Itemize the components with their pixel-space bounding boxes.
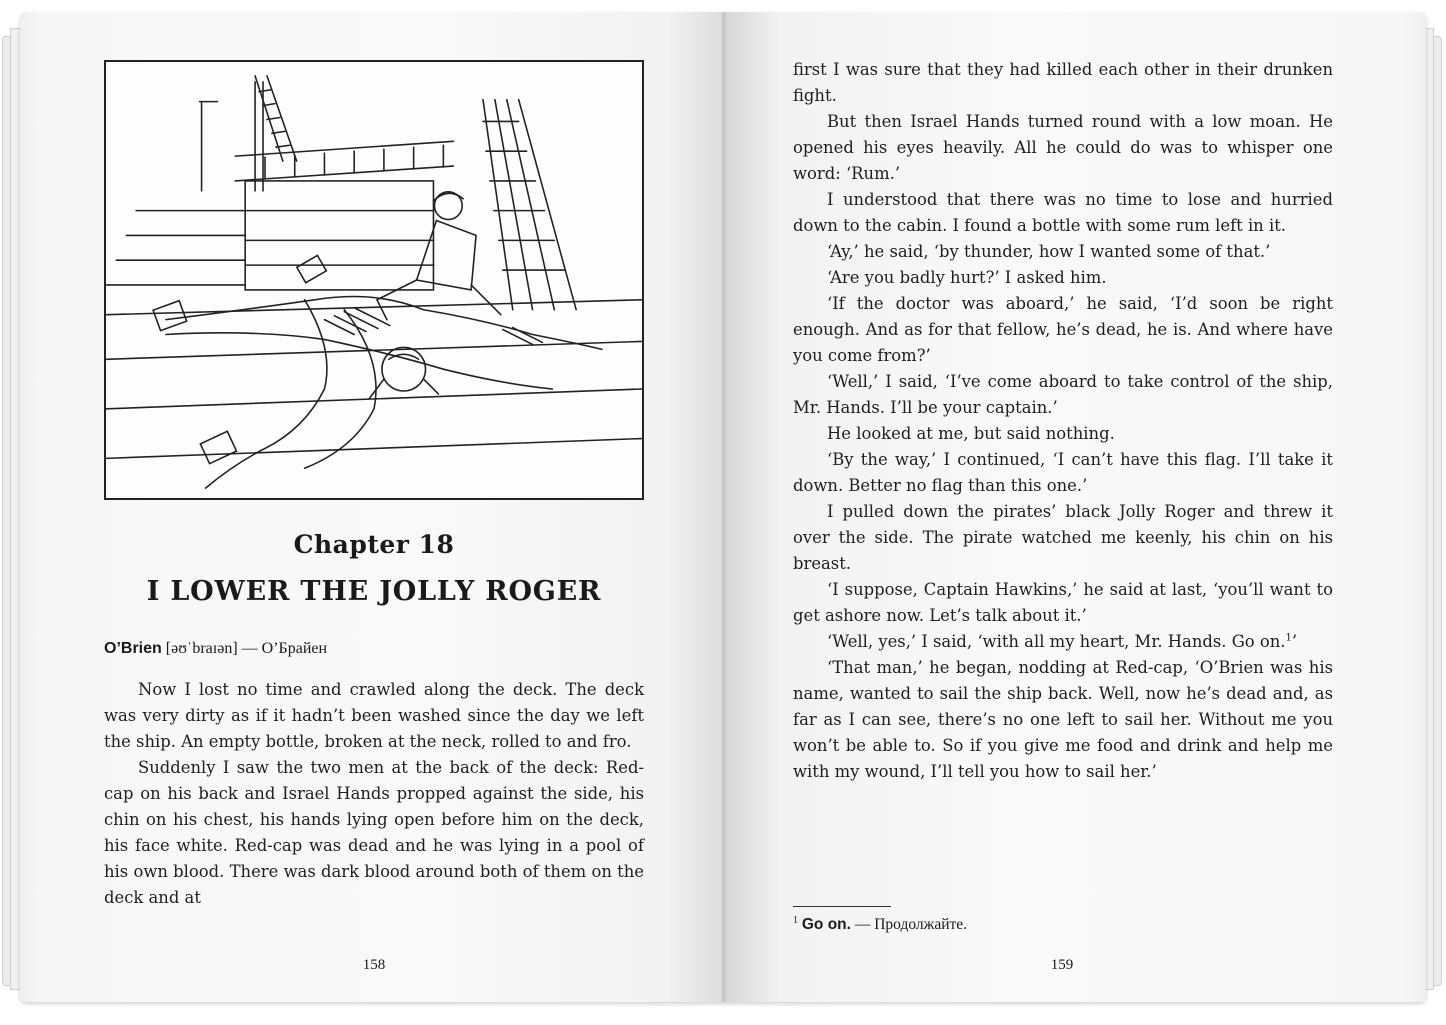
- closing-quote: ’: [1291, 632, 1298, 651]
- page-number-left: 158: [362, 957, 386, 973]
- footnote-word: Go on.: [801, 916, 851, 933]
- vocab-transcription: [əʊˈbraɪən]: [165, 640, 238, 657]
- paragraph: But then Israel Hands turned round with a low moan. He opened his eyes heavily. All he could do was to whisper one word: ‘Rum.’: [793, 112, 1333, 183]
- left-page-text: [104, 677, 644, 911]
- footnote-dash: —: [854, 916, 871, 933]
- paragraph: Suddenly I saw the two men at the back of the deck: Red-cap on his back and Israel Hands propped against the side, his chin on his chest, his hands lying open before him on the deck, his face white. Red-cap was dead and he was lying in a pool of his own blood. There was dark blood around both of them on the deck and at: [104, 758, 644, 907]
- paragraph: He looked at me, but said nothing.: [827, 424, 1115, 443]
- paragraph: Now I lost no time and crawled along the deck. The deck was very dirty as if it hadn’t been washed since the day we left the ship. An empty bottle, broken at the neck, rolled to and fro.: [104, 680, 644, 751]
- paragraph-text: ‘Well, yes,’ I said, ‘with all my heart, Mr. Hands. Go on.: [827, 632, 1286, 651]
- vocab-dash: —: [241, 640, 258, 657]
- chapter-illustration: [104, 60, 644, 500]
- right-page-text: [793, 57, 1333, 785]
- paragraph: ‘I suppose, Captain Hawkins,’ he said at last, ‘you’ll want to get ashore now. Let’s talk about it.’: [793, 580, 1333, 625]
- paragraph: ‘By the way,’ I continued, ‘I can’t have this flag. I’ll take it down. Better no flag than this one.’: [793, 450, 1333, 495]
- paragraph: I understood that there was no time to lose and hurried down to the cabin. I found a bottle with some rum left in it.: [793, 190, 1333, 235]
- book-spine: [722, 12, 726, 1002]
- paragraph: ‘Well,’ I said, ‘I’ve come aboard to take control of the ship, Mr. Hands. I’ll be your captain.’: [793, 372, 1333, 417]
- vocabulary-note: [104, 640, 644, 658]
- footnote-translation: Продолжайте.: [874, 916, 968, 933]
- footnote-rule: [793, 906, 891, 907]
- sailor-on-deck-illustration: [106, 62, 642, 498]
- paragraph-continued: first I was sure that they had killed each other in their drunken fight.: [793, 60, 1333, 105]
- paragraph: I pulled down the pirates’ black Jolly Roger and threw it over the side. The pirate watched me keenly, his chin on his breast.: [793, 502, 1333, 573]
- chapter-number: Chapter 18: [293, 530, 455, 559]
- vocab-word: O’Brien: [104, 640, 162, 657]
- footnote-number: 1: [793, 914, 798, 926]
- vocab-translation: О’Брайен: [261, 640, 328, 657]
- footnote-mark: 1: [1285, 632, 1292, 644]
- footnote: [793, 916, 1333, 934]
- paragraph-with-footnote: [793, 629, 1333, 655]
- paragraph: ‘Ay,’ he said, ‘by thunder, how I wanted some of that.’: [827, 242, 1271, 261]
- paragraph: ‘Are you badly hurt?’ I asked him.: [827, 268, 1107, 287]
- page-number-right: 159: [1050, 957, 1074, 973]
- chapter-title: I LOWER THE JOLLY ROGER: [146, 576, 602, 607]
- paragraph: ‘If the doctor was aboard,’ he said, ‘I’d soon be right enough. And as for that fellow, he’s dead, he is. And where have you come from?’: [793, 294, 1333, 365]
- paragraph: ‘That man,’ he began, nodding at Red-cap, ‘O’Brien was his name, wanted to sail the ship back. Well, now he’s dead and, as far as I can see, there’s no one left to sail her. Without me you won’t be able to. So if you give me food and drink and help me with my wound, I’ll tell you how to sail her.’: [793, 658, 1333, 781]
